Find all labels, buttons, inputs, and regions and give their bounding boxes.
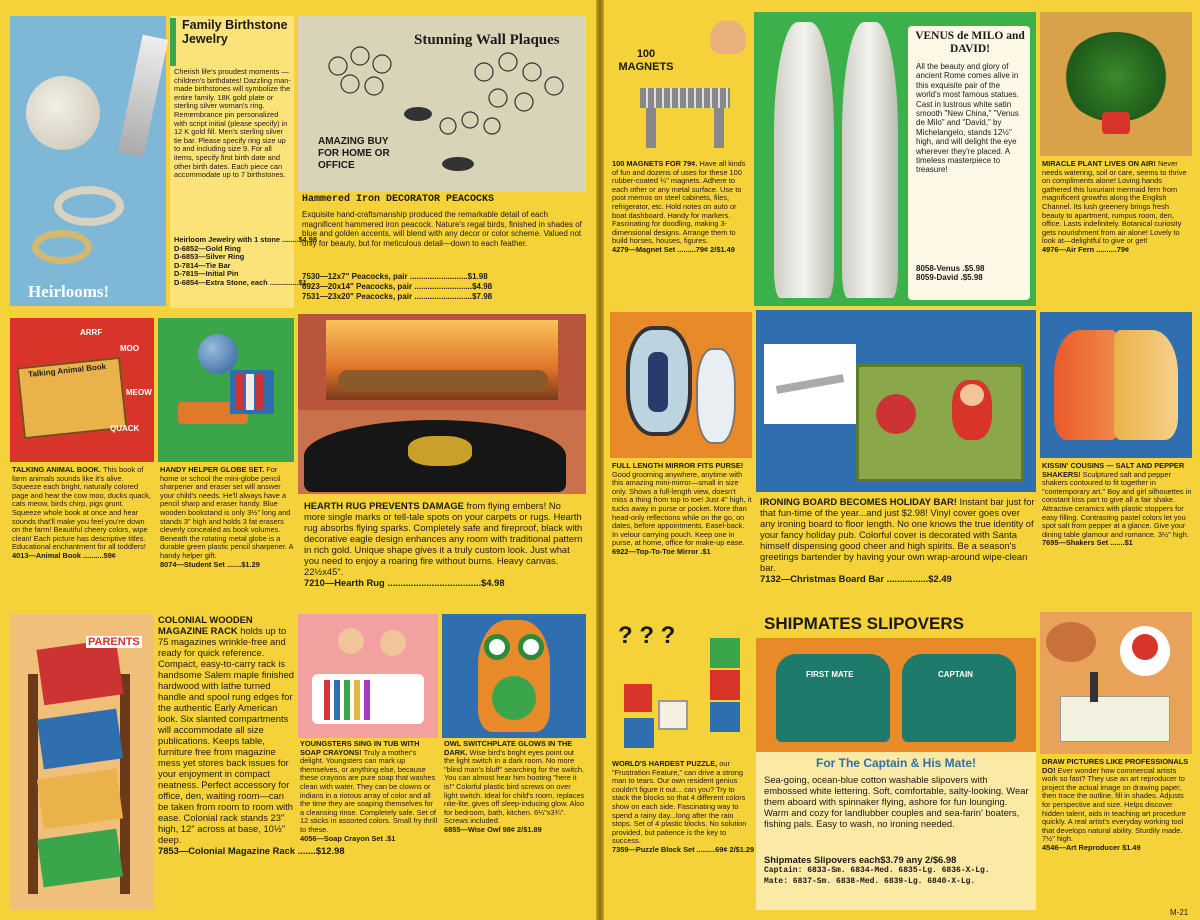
rack-copy: COLONIAL WOODEN MAGAZINE RACK holds up to 75 magazines wrinkle-free and ready for quick reference. Compact, easy-to-carry rack is handsome Salem maple finished hardwood with lathe turned handle and spool rung edges for the authentic Early American look. Six slanted compartments will accommodate all size publications. Keeps table, furniture free from magazine mess yet stores back issues for your enjoyment in compact neatness. Perfect accessory for office, den, waiting room—can be taken from room to room with ease. Colonial rack stands 23" high, 12" across at base, 10½" deep. 7853—Colonial Magazine Rack .......$12.98 — [158, 614, 345, 856]
shakers-photo — [1040, 312, 1192, 458]
page-gutter — [596, 0, 604, 920]
birthstone-prices: Heirloom Jewelry with 1 stone ........$4.98 D-6852—Gold Ring D-6853—Silver Ring D-7814—Tie Bar D-7815—Initial Pin D-6854—Extra Stone, each ..............$1 — [174, 235, 317, 287]
mirror-photo — [610, 312, 752, 458]
sound-arrf: ARRF — [80, 328, 103, 337]
heirlooms-banner: Heirlooms! — [28, 282, 110, 301]
peacock-plaques-photo — [298, 16, 586, 192]
magnets-photo-label: 100 MAGNETS — [618, 48, 674, 73]
slipovers-subheadline: For The Captain & His Mate! — [815, 756, 976, 770]
air-fern-copy: MIRACLE PLANT LIVES ON AIR! Never needs watering, soil or care, seems to thrive on compliments alone! Loving hands gathered this luxuriant mermaid fern from magnificent growths along the English Channel. Its lush greenery brings fresh beauty to apartment, rumpus room, den, office. Lasts indefinitely. Botanical curiosity gets nourishment from air alone! Lovely to look at—delightful to give or get! 4976—Air Fern ..........79¢ — [1042, 159, 1187, 254]
art-reproducer-copy: DRAW PICTURES LIKE PROFESSIONALS DO! Ever wonder how commercial artists work so fast? They use an art reproducer to project the actual image on drawing paper, then trace the outline, fill in shades. Adjusts for perspective and size. Helps discover hidden talent, aids in teaching art procedure quickly. A real artist's everyday working tool that develops natural ability. Sturdily made. 7½" high. 4546—Art Reproducer $1.49 — [1042, 757, 1189, 852]
statues-body: All the beauty and glory of ancient Rome comes alive in this exquisite pair of the world's most famous statues. Cast in lustrous white satin smooth "New China," "Venus de Milo" and "David," by Michelangelo, stands 12½" high, and will delight the eye wherever they're placed. A timeless masterpiece to treasure! — [916, 62, 1019, 175]
shirt-label-captain: CAPTAIN — [938, 670, 973, 679]
birthstone-photo — [10, 16, 166, 306]
slipovers-panel — [756, 610, 1036, 910]
left-page — [0, 0, 596, 920]
animal-book-cover-title: Talking Animal Book — [27, 361, 107, 380]
art-reproducer-photo — [1040, 612, 1192, 754]
magazine-rack-photo — [10, 614, 154, 910]
slipovers-headline: SHIPMATES SLIPOVERS — [764, 614, 964, 633]
rack-magazine-name: PARENTS — [88, 636, 140, 648]
sound-moo: MOO — [120, 344, 140, 353]
sound-meow: MEOW — [126, 388, 152, 397]
animal-book-photo — [10, 318, 154, 462]
hearth-copy: HEARTH RUG PREVENTS DAMAGE from flying embers! No more single marks or tell-tale spots on your carpets or rugs. Hearth rug absorbs flying sparks. Completely safe and fireproof, black with decorative eagle design enhances any room with traditional pattern in rich gold. Unique shape gives it a truly custom look. Just what you need to enjoy a roaring fire without burns. Heavy canvas. 22½x45". 7210—Hearth Rug ....................................$4.98 — [304, 500, 583, 588]
statues-prices: 8058-Venus .$5.98 8059-David .$5.98 — [916, 264, 985, 283]
owl-copy: OWL SWITCHPLATE GLOWS IN THE DARK. Wise bird's bright eyes point out the light switch in a dark room. No more "blind man's bluff" searching for the switch. You can almost hear him hooting "here it is!" Colorful plastic bird screws on over light switch. Ideal for child's room, replaces nite-lite, gives off sleep-inducing glow. Also for bedroom, bath, kitchen. 6¼"x3¾". Screws included. 6855—Wise Owl 98¢ 2/$1.89 — [444, 739, 585, 834]
globe-copy: HANDY HELPER GLOBE SET. For home or school the mini-globe pencil sharpener and eraser set will answer your child's needs. He'll always have a pencil sharp and eraser handy. Blue wooden bookstand is only 3½" long and stands 3" high and holds 3 fat erasers cleverly concealed as book volumes. Beneath the rotating metal globe is a durable green plastic pencil sharpener. A handy helper gift. 8074—Student Set .......$1.29 — [160, 465, 294, 569]
owl-switchplate-photo — [442, 614, 586, 738]
birthstone-title: Family Birthstone Jewelry — [182, 18, 288, 46]
magnets-copy: 100 MAGNETS FOR 79¢. Have all kinds of fun and dozens of uses for these 100 rubber-coated ¼" magnets. Adhere to each other or any metal surface. Use to post memos on steel cabinets, files, refrigerator, etc. Hold notes on auto or boat dashboard. Handy for markers. Fascinating for doodling, making 3-dimensional designs. Arrange them to build horses, houses, figures. 4279—Magnet Set .........79¢ 2/$1.49 — [612, 159, 746, 254]
plaques-prices: 7530—12x7" Peacocks, pair ..........................$1.98 6923—20x14" Peacocks, pair ..........................$4.98 7531—23x20" Peacocks, pair ..........................$7.98 — [302, 272, 493, 301]
air-fern-photo — [1040, 12, 1192, 156]
holiday-bar-copy: IRONING BOARD BECOMES HOLIDAY BAR! Instant bar just for that fun-time of the year...and just $2.98! Vinyl cover goes over any ironing board to floor length. No one knows the true identity of your fancy holiday pub. Colorful cover is decorated with Santa himself dispensing good cheer and high spirits. Be a season's greetings bartender by having your own wrap-around wipe-clean bar. 7132—Christmas Board Bar ................$2.49 — [760, 496, 1035, 584]
animal-book-copy: TALKING ANIMAL BOOK. This book of farm animals sounds like it's alive. Squeeze each bright, naturally colored page and hear the cow moo, ducks quack, cats meow, birds chirp, pigs grunt. Squeeze whole book at once and hear sounds that'll make you feel you're down on the farm! Beautiful cheery colors, wipe clean! Each picture has descriptive titles. Educational enchantment for all toddlers! 4013—Animal Book ..........59¢ — [12, 465, 151, 560]
plaques-headline: Stunning Wall Plaques — [414, 32, 560, 48]
soap-crayons-photo — [298, 614, 438, 738]
birthstone-body: Cherish life's proudest moments — children's birthdates! Dazzling man-made birthstones will symbolize the entire family. 18K gold plate or sterling silver woman's ring. Remembrance pin personalized with script initial (please specify) in 12 K gold fill. Men's sterling silver tie bar. Please specify ring size up to and including size 9. For all items, specify first birth date and other birth dates. Each piece can accommodate up to 7 birthstones. — [174, 67, 291, 180]
puzzle-copy: WORLD'S HARDEST PUZZLE, our "Frustration Feature," can drive a strong man to tears. Our own resident genius couldn't figure it out... can you? Try to stack the blocks so that 4 different colors show on each side. Fascinating way to spend a rainy day...long after the rain stops. Set of 4 plastic blocks. No solution provided, but patience is the key to success. 7359—Puzzle Block Set .........69¢ 2/$1.29 — [612, 759, 755, 854]
statues-title: VENUS de MILO and DAVID! — [915, 30, 1025, 55]
plaques-copy — [298, 192, 586, 308]
plaques-body: Exquisite hand-craftsmanship produced the remarkable detail of each magnificent hammered iron peacock. Nature's regal birds, finished in shades of blue and golden accents, will blend with any decor or color scheme. Valued not only for beauty, but for meticulous detail—down to each feather. — [302, 210, 582, 248]
hearth-rug-photo — [298, 314, 586, 494]
globe-set-photo — [158, 318, 294, 462]
mirror-copy: FULL LENGTH MIRROR FITS PURSE! Good grooming anywhere, anytime with this amazing mini-mirror—small in size only. Shows a full-length view, doesn't miss a thing from top to toe! Just 4" high, it tucks away in purse or pocket. More than head-only reflections while on the go, on dates, before appointments. Easel-back. In velour carrying pouch. Keep one in purse, at home, office for make-up ease. 6922—Top-To-Toe Mirror .$1 — [612, 461, 752, 556]
crayons-copy: YOUNGSTERS SING IN TUB WITH SOAP CRAYONS! Truly a mother's delight. Youngsters can mark up themselves, or anything else, because these crayons are pure soap that washes clean with water. They can be clowns or indians in a riotous array of color and all the time they are soaping themselves for a cleansing rinse. Completely safe. Set of 12 sticks in assorted colors. Small fry thrill to these. 4056—Soap Crayon Set .$1 — [300, 739, 438, 843]
plaques-title: Hammered Iron DECORATOR PEACOCKS — [302, 194, 495, 205]
right-page — [604, 0, 1200, 920]
magnets-photo — [610, 14, 752, 154]
slipovers-prices: Shipmates Slipovers each$3.79 any 2/$6.98 Captain: 6833-Sm. 6834-Med. 6835-Lg. 6836-X-Lg. Mate: 6837-Sm. 6838-Med. 6839-Lg. 6840-X-Lg. — [764, 854, 990, 886]
shakers-copy: KISSIN' COUSINS — SALT AND PEPPER SHAKERS! Sculptured salt and pepper shakers contoured to fit together in "contemporary art." Boy and girl silhouettes in constant kiss part to give all a fair shake. Attractive ceramics with plastic stoppers for easy filling. Contrasting pastel colors let you spot salt from pepper at a glance. Give your dining table glamour and romance. 3½" high. 7695—Shakers Set .......$1 — [1042, 461, 1192, 548]
holiday-bar-photo — [756, 310, 1036, 492]
shirt-label-first-mate: FIRST MATE — [806, 670, 854, 679]
puzzle-question-marks: ? ? ? — [618, 622, 676, 649]
puzzle-photo — [610, 614, 752, 756]
sound-quack: QUACK — [110, 424, 140, 433]
plaques-amazing-buy: AMAZING BUY FOR HOME OR OFFICE — [318, 136, 390, 171]
slipovers-body: Sea-going, ocean-blue cotton washable slipovers with embossed white lettering. Soft, comfortable, salty-looking. Wear them aboard with spinnaker flying, ashore for fun lounging. Warm and cozy for landlubber couples and sea-farin' boaters, fishing pals. Easy to wash, no ironing needed. — [764, 774, 1029, 829]
statues-photo — [754, 12, 1036, 306]
birthstone-copy — [170, 16, 317, 308]
page-number: M-21 — [1170, 908, 1189, 917]
